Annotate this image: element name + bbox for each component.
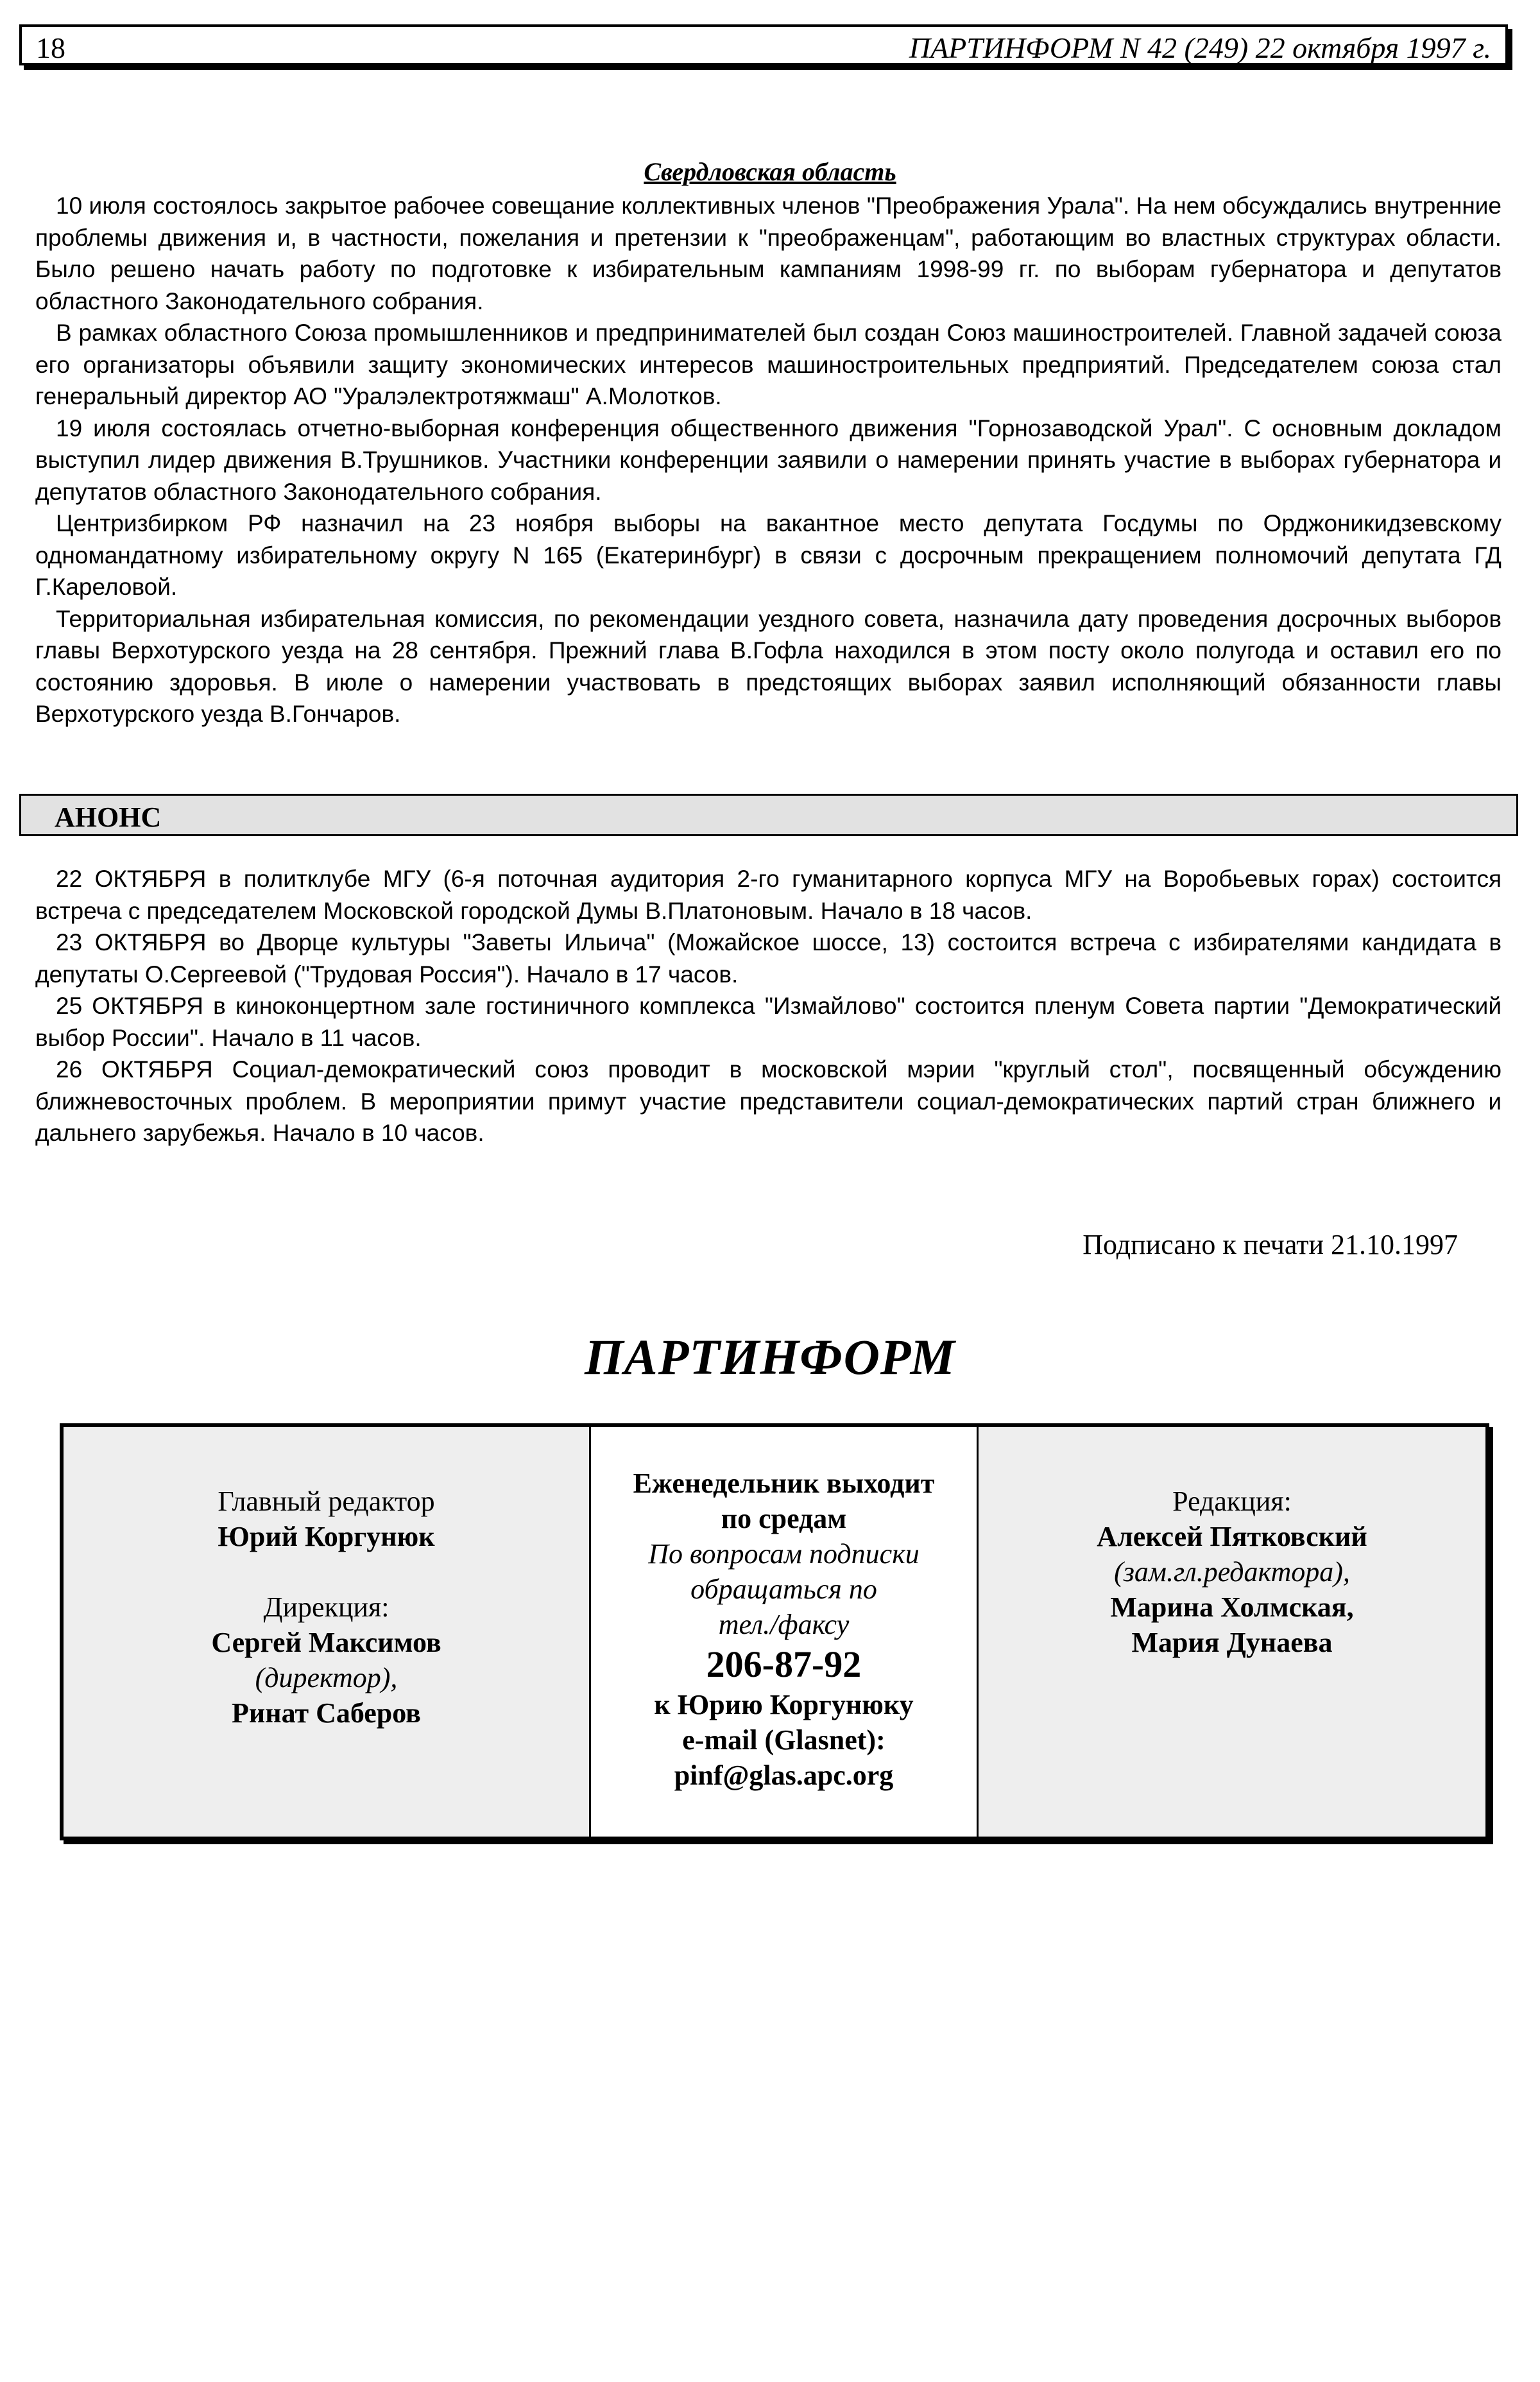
- signed-to-print: Подписано к печати 21.10.1997: [1082, 1229, 1458, 1260]
- redaction-name: Алексей Пятковский: [1097, 1521, 1367, 1552]
- page-number: 18: [36, 31, 65, 64]
- imprint-box: [60, 1423, 1489, 1840]
- imprint-contact-column: [591, 1427, 979, 1837]
- editor-label: Главный редактор: [218, 1486, 435, 1517]
- contact-person: к Юрию Коргунюку: [654, 1689, 914, 1720]
- anons-heading-band: [19, 794, 1518, 836]
- anons-heading: АНОНС: [55, 801, 162, 833]
- subscription-line: По вопросам подписки: [648, 1538, 920, 1570]
- director-name: Сергей Максимов: [211, 1627, 441, 1658]
- news-paragraph: 10 июля состоялось закрытое рабочее совещание коллективных членов "Преображения Урала". На нем обсуждались внутренние проблемы движения и, в частности, пожелания и претензии к "преображенцам", работающим во властных структурах области. Было решено начать работу по подготовке к избирательным кампаниям 1998-99 гг. по выборам губернатора и депутатов областного Законодательного собрания.: [35, 193, 1502, 314]
- redaction-role: (зам.гл.редактора),: [1114, 1556, 1350, 1588]
- email-label: e-mail (Glasnet):: [682, 1724, 886, 1756]
- anons-paragraph: 23 ОКТЯБРЯ во Дворце культуры "Заветы Ильича" (Можайское шоссе, 13) состоится встреча с избирателями кандидата в депутаты О.Сергеевой ("Трудовая Россия"). Начало в 17 часов.: [35, 929, 1502, 988]
- news-paragraph: В рамках областного Союза промышленников и предпринимателей был создан Союз машиностроителей. Главной задачей союза его организаторы объявили защиту экономических интересов машиностроительных предприятий. Председателем союза стал генеральный директор АО "Уралэлектротяжмаш" А.Молотков.: [35, 320, 1502, 409]
- imprint-redaction-column: [979, 1427, 1485, 1837]
- redaction-name: Марина Холмская,: [1110, 1591, 1354, 1623]
- news-paragraph: Центризбирком РФ назначил на 23 ноября выборы на вакантное место депутата Госдумы по Орджоникидзевскому одномандатному избирательному округу N 165 (Екатеринбург) в связи с досрочным прекращением полномочий депутата ГД Г.Кареловой.: [35, 510, 1502, 600]
- masthead-title: ПАРТИНФОРМ: [585, 1329, 955, 1385]
- news-section: [35, 190, 1502, 730]
- editor-name: Юрий Коргунюк: [218, 1521, 435, 1552]
- section-title: Свердловская область: [644, 157, 896, 186]
- subscription-line: обращаться по: [690, 1573, 877, 1605]
- anons-paragraph: 25 ОКТЯБРЯ в киноконцертном зале гостиничного комплекса "Измайлово" состоится пленум Совета партии "Демократический выбор России". Начало в 11 часов.: [35, 993, 1502, 1051]
- anons-section: [35, 863, 1502, 1149]
- news-paragraph: 19 июля состоялась отчетно-выборная конференция общественного движения "Горнозаводской Урал". С основным докладом выступил лидер движения В.Трушников. Участники конференции заявили о намерении принять участие в выборах губернатора и депутатов областного Законодательного собрания.: [35, 415, 1502, 505]
- weekly-line: по средам: [721, 1503, 847, 1534]
- director-role: (директор),: [255, 1662, 398, 1693]
- phone-number: 206-87-92: [706, 1643, 862, 1685]
- redaction-label: Редакция:: [1172, 1486, 1292, 1517]
- redaction-name: Мария Дунаева: [1131, 1627, 1333, 1658]
- page-header: [19, 24, 1508, 65]
- news-paragraph: Территориальная избирательная комиссия, по рекомендации уездного совета, назначила дату проведения досрочных выборов главы Верхотурского уезда на 28 сентября. Прежний глава В.Гофла находился в этом посту около полугода и оставил его по состоянию здоровья. В июле о намерении участвовать в предстоящих выборах заявил исполняющий обязанности главы Верхотурского уезда В.Гончаров.: [35, 605, 1502, 727]
- email-address: pinf@glas.apc.org: [674, 1760, 894, 1791]
- anons-paragraph: 22 ОКТЯБРЯ в политклубе МГУ (6-я поточная аудитория 2-го гуманитарного корпуса МГУ на Воробьевых горах) состоится встреча с председателем Московской городской Думы В.Платоновым. Начало в 18 часов.: [35, 866, 1502, 924]
- anons-paragraph: 26 ОКТЯБРЯ Социал-демократический союз проводит в московской мэрии "круглый стол", посвященный обсуждению ближневосточных проблем. В мероприятии примут участие представители социал-демократических партий стран ближнего и дальнего зарубежья. Начало в 10 часов.: [35, 1056, 1502, 1146]
- weekly-line: Еженедельник выходит: [633, 1468, 935, 1499]
- issue-line: ПАРТИНФОРМ N 42 (249) 22 октября 1997 г.: [909, 31, 1491, 64]
- direction-label: Дирекция:: [263, 1591, 389, 1623]
- direction-second-name: Ринат Саберов: [232, 1697, 421, 1729]
- imprint-editors-column: [64, 1427, 591, 1837]
- subscription-line: тел./факсу: [718, 1609, 850, 1640]
